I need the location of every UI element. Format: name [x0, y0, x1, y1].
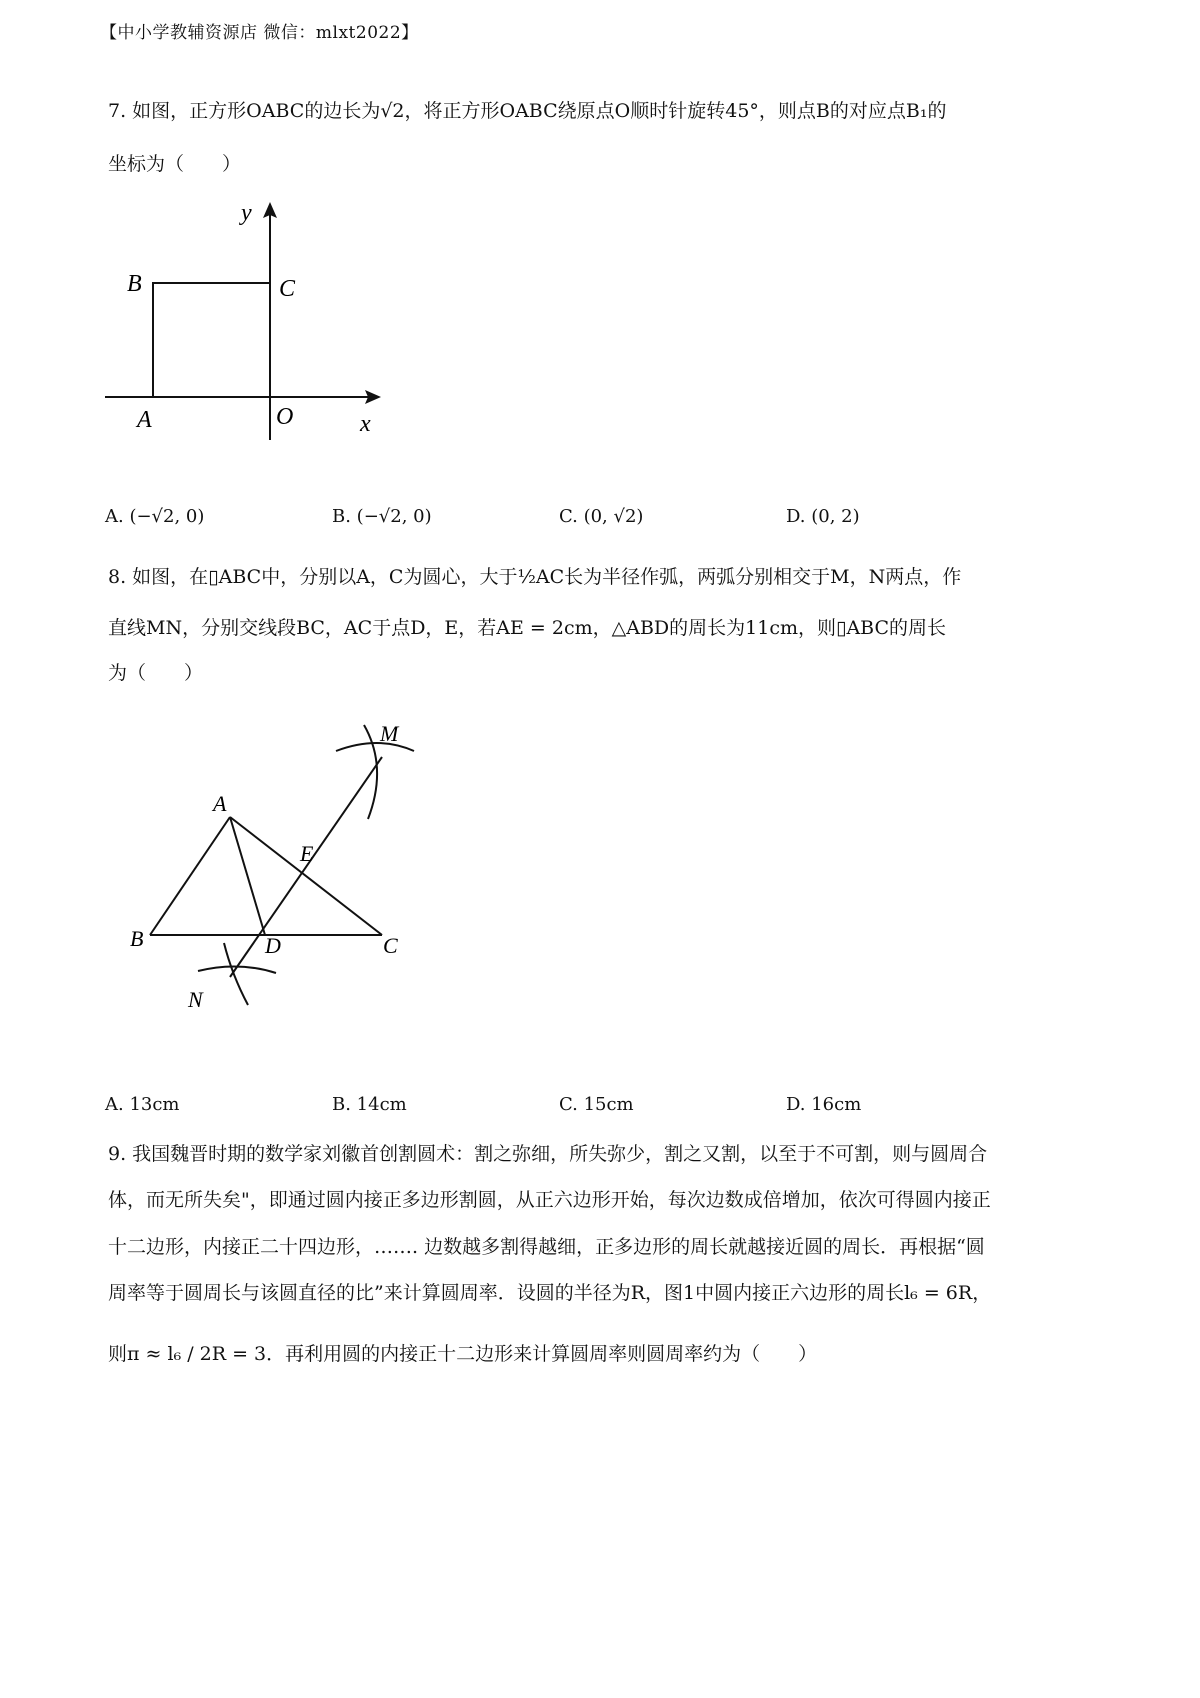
page-header: 【中小学教辅资源店 微信：mlxt2022】	[100, 23, 419, 43]
q8-triangle-figure	[120, 715, 440, 1025]
segment-ac	[230, 817, 382, 935]
q9-stem-line-1: 9. 我国魏晋时期的数学家刘徽首创割圆术：割之弥细，所失弥少，割之又割，以至于不可割，则与圆周合	[108, 1143, 988, 1165]
q7-option-d: D. (0, 2)	[786, 506, 860, 527]
q7-stem-line-2: 坐标为（ ）	[108, 153, 242, 175]
label-y: y	[241, 200, 252, 226]
label-a: A	[213, 791, 227, 816]
q8-stem-line-1: 8. 如图，在▯ABC中，分别以A，C为圆心，大于½AC长为半径作弧，两弧分别相交于M，N两点，作	[108, 566, 962, 588]
label-x: x	[360, 411, 371, 437]
q7-stem-line-1: 7. 如图，正方形OABC的边长为√2，将正方形OABC绕原点O顺时针旋转45°，则点B的对应点B₁的	[108, 100, 947, 122]
q7-option-b: B. (−√2, 0)	[332, 506, 432, 527]
label-c: C	[279, 276, 296, 302]
label-o: O	[276, 404, 294, 430]
q8-option-d: D. 16cm	[786, 1094, 862, 1115]
q9-stem-line-4: 周率等于圆周长与该圆直径的比”来计算圆周率．设圆的半径为R，图1中圆内接正六边形的周长l₆ = 6R，	[108, 1282, 992, 1304]
line-mn	[230, 757, 382, 977]
label-n: N	[188, 987, 203, 1012]
q8-stem-line-2: 直线MN，分别交线段BC，AC于点D，E，若AE = 2cm，△ABD的周长为11cm，则▯ABC的周长	[108, 617, 947, 639]
label-b: B	[130, 926, 144, 951]
q8-option-c: C. 15cm	[559, 1094, 634, 1115]
q7-option-a: A. (−√2, 0)	[105, 506, 205, 527]
square-oabc	[153, 283, 270, 397]
q8-stem-line-3: 为（ ）	[108, 662, 204, 684]
arc-n-2	[224, 943, 248, 1005]
q8-option-a: A. 13cm	[105, 1094, 180, 1115]
q7-option-c: C. (0, √2)	[559, 506, 644, 527]
label-e: E	[300, 841, 314, 866]
q9-stem-line-2: 体，而无所失矣"，即通过圆内接正多边形割圆，从正六边形开始，每次边数成倍增加，依次可得圆内接正	[108, 1189, 991, 1211]
label-d: D	[265, 933, 281, 958]
label-m: M	[380, 721, 399, 746]
label-c: C	[383, 933, 398, 958]
q9-stem-line-5: 则π ≈ l₆ / 2R = 3．再利用圆的内接正十二边形来计算圆周率则圆周率约为（ ）	[108, 1343, 818, 1365]
segment-ad	[230, 817, 265, 935]
q8-option-b: B. 14cm	[332, 1094, 407, 1115]
arc-n-1	[198, 966, 276, 973]
segment-ab	[150, 817, 230, 935]
q9-stem-line-3: 十二边形，内接正二十四边形，……. 边数越多割得越细，正多边形的周长就越接近圆的周长．再根据“圆	[108, 1236, 985, 1258]
label-a: A	[137, 407, 152, 433]
q7-coordinate-figure	[95, 190, 395, 450]
label-b: B	[127, 271, 142, 297]
